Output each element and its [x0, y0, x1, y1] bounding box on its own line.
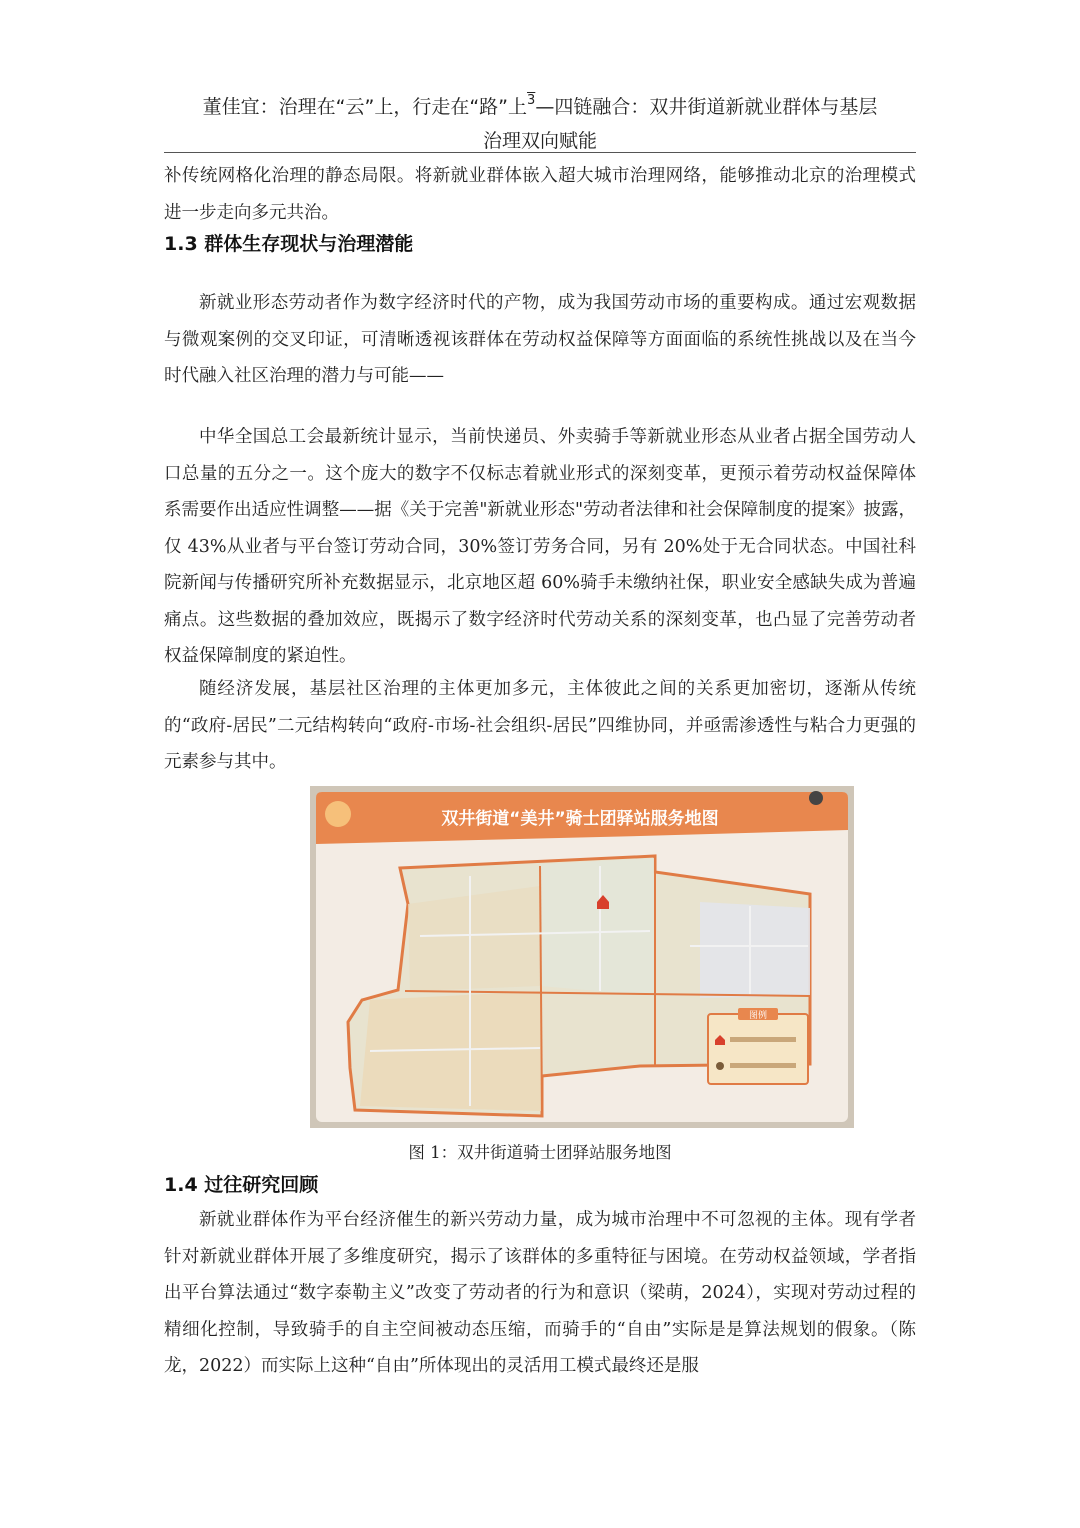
- legend-item-2: [730, 1063, 796, 1068]
- section-heading-1-4: 1.4 过往研究回顾: [164, 1174, 319, 1196]
- figure-service-map: [310, 786, 854, 1128]
- district-block-east: [700, 902, 810, 998]
- district-block-center: [540, 858, 655, 996]
- camera-device: [809, 791, 823, 805]
- figure-caption: 图 1：双井街道骑士团驿站服务地图: [408, 1143, 672, 1162]
- paragraph-governance: 随经济发展，基层社区治理的主体更加多元，主体彼此之间的关系更加密切，逐渐从传统的“政府-居民”二元结构转向“政府-市场-社会组织-居民”四维协同，并亟需渗透性与粘合力更强的元素参与其中。: [164, 679, 916, 772]
- running-head-text-a: 董佳宜：治理在“云”上，行走在“路”上: [202, 96, 528, 118]
- paragraph-intro: 新就业形态劳动者作为数字经济时代的产物，成为我国劳动市场的重要构成。通过宏观数据与微观案例的交叉印证，可清晰透视该群体在劳动权益保障等方面面临的系统性挑战以及在当今时代融入社区治理的潜力与可能——: [164, 293, 916, 386]
- section-heading-1-3: 1.3 群体生存现状与治理潜能: [164, 233, 414, 255]
- running-head: [160, 84, 920, 158]
- map-legend-title: 图例: [748, 1011, 768, 1021]
- paragraph-statistics: 中华全国总工会最新统计显示，当前快递员、外卖骑手等新就业形态从业者占据全国劳动人口总量的五分之一。这个庞大的数字不仅标志着就业形式的深刻变革，更预示着劳动权益保障体系需要作出适应性调整——据《关于完善"新就业形态"劳动者法律和社会保障制度的提案》披露，仅 43%从业者与平台签订劳动合同，30%签订劳务合同，另有 20%处于无合同状态。中国社科院新闻与传播研究所补充数据显示，北京地区超 60%骑手未缴纳社保，职业安全感缺失成为普遍痛点。这些数据的叠加效应，既揭示了数字经济时代劳动关系的深刻变革，也凸显了完善劳动者权益保障制度的紧迫性。: [164, 427, 916, 666]
- paragraph-continued: 补传统网格化治理的静态局限。将新就业群体嵌入超大城市治理网络，能够推动北京的治理模式进一步走向多元共治。: [164, 166, 916, 223]
- running-head-footnote-mark: 3: [527, 93, 536, 108]
- map-legend-box: [708, 1014, 808, 1084]
- legend-item-1: [730, 1037, 796, 1042]
- paragraph-literature: 新就业群体作为平台经济催生的新兴劳动力量，成为城市治理中不可忽视的主体。现有学者针对新就业群体开展了多维度研究，揭示了该群体的多重特征与困境。在劳动权益领域，学者指出平台算法通过“数字泰勒主义”改变了劳动者的行为和意识（梁萌，2024），实现对劳动过程的精细化控制，导致骑手的自主空间被动态压缩，而骑手的“自由”实际是是算法规划的假象。（陈龙，2022）而实际上这种“自由”所体现出的灵活用工模式最终还是服: [164, 1210, 916, 1376]
- header-rule: [164, 152, 916, 153]
- service-map-photo: [310, 786, 854, 1128]
- district-block-west: [408, 886, 540, 991]
- board-title: 双井街道“美井”骑士团驿站服务地图: [441, 809, 719, 829]
- running-head-text-b: —四链融合：双井街道新就业群体与基层: [535, 96, 878, 118]
- legend-pin-icon: [716, 1062, 724, 1070]
- board-logo: [325, 801, 351, 827]
- running-head-line-1: [160, 84, 920, 124]
- running-head-line-2: 治理双向赋能: [482, 130, 597, 152]
